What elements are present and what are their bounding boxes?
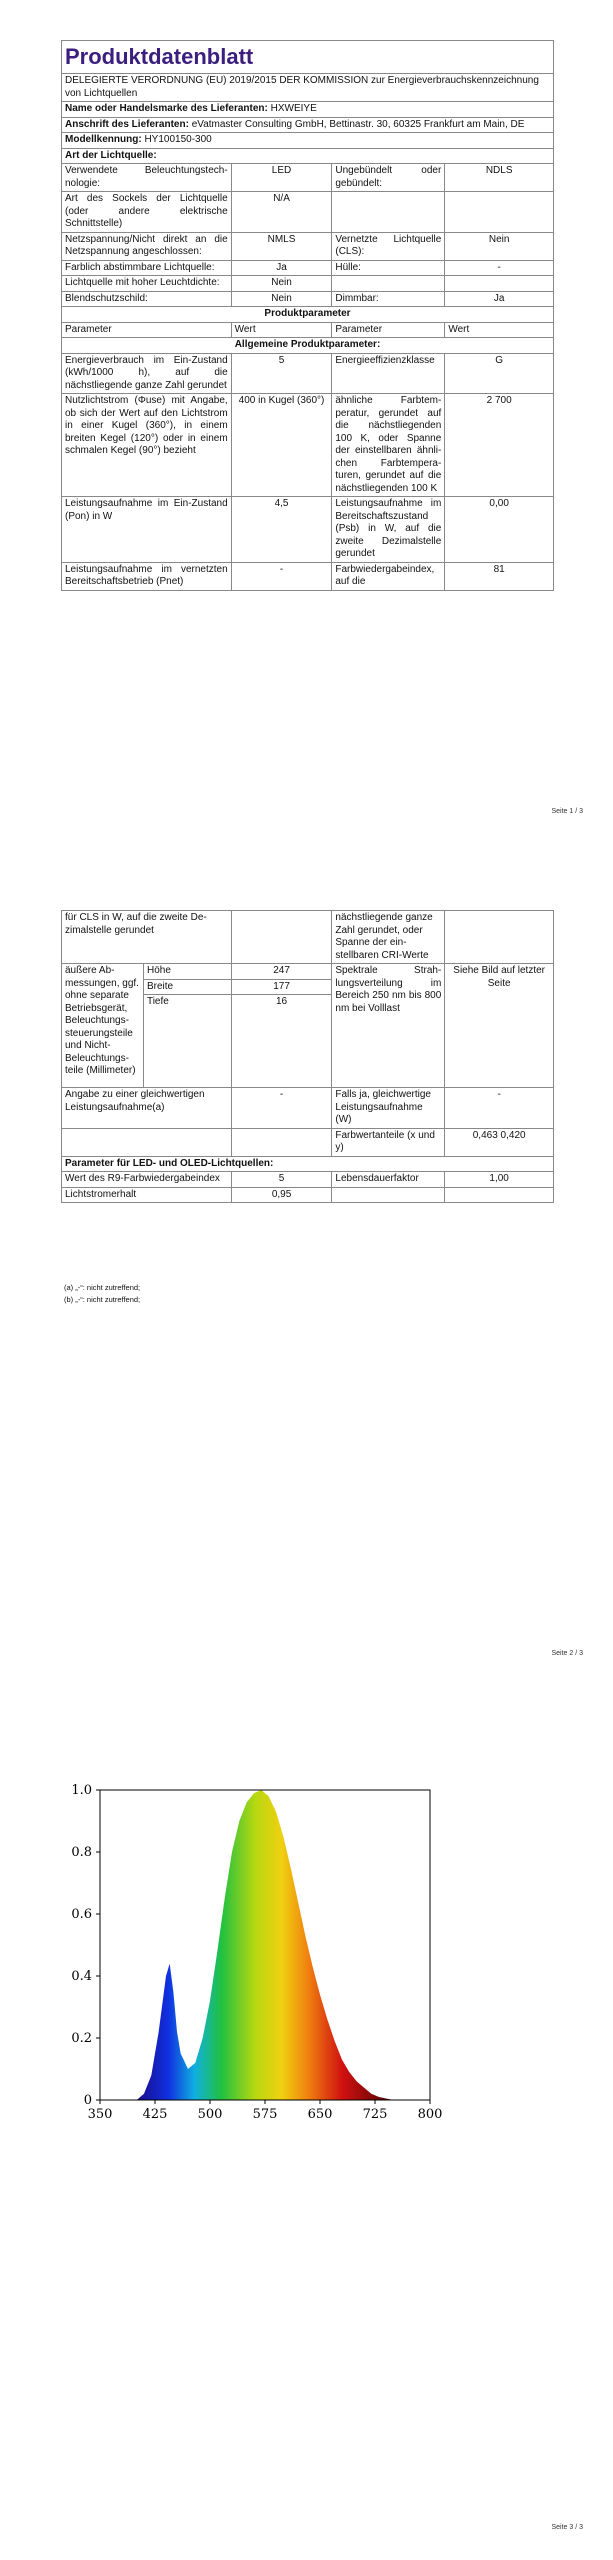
type-label: Vernetzte Lichtquelle (CLS): [332, 232, 445, 260]
type-row [62, 291, 554, 307]
equivalent-power-label: Angabe zu einer gleichwertigen Leistungsaufnahme(a) [62, 1088, 232, 1129]
type-value: - [445, 260, 554, 276]
type-value: NDLS [445, 164, 554, 192]
supplier-address: eVatmaster Consulting GmbH, Bettinastr. 30, 60325 Frankfurt am Main, DE [191, 118, 525, 130]
chromaticity-label: Farbwertanteile (x und y) [332, 1128, 445, 1156]
luminous-flux-value: 400 in Kugel (360°) [231, 394, 332, 497]
supplier-name-row [62, 102, 554, 118]
cri-value: 81 [445, 562, 554, 590]
param-row [62, 394, 554, 497]
width-value: 177 [231, 979, 332, 995]
power-network-label: Leistungsaufnahme im vernetzten Bereitschaftsbetrieb (Pnet) [62, 562, 232, 590]
type-label: Lichtquelle mit hoher Leuchtdichte: [62, 276, 232, 292]
height-value: 247 [231, 964, 332, 980]
power-network-label-cont: für CLS in W, auf die zweite Dezimalstelle gerundet [62, 911, 232, 964]
y-tick-label: 0.8 [71, 1845, 92, 1860]
type-label: Verwendete Beleuchtungstechnologie: [62, 164, 232, 192]
power-on-label: Leistungsaufnahme im Ein-Zustand (Pon) in W [62, 497, 232, 563]
supplier-name-label: Name oder Handelsmarke des Lieferanten: [65, 103, 268, 114]
model-id: HY100150-300 [144, 134, 212, 145]
power-standby-label: Leistungsaufnahme im Bereitschaftszustand (Psb) in W, auf die zweite Dezimalstelle gerundet [332, 497, 445, 563]
page-1 [0, 0, 613, 830]
equivalent-power-value: - [231, 1088, 332, 1129]
r9-value: 5 [231, 1172, 332, 1188]
type-row [62, 192, 554, 233]
y-tick-label: 1.0 [71, 1783, 92, 1798]
cct-value: 2 700 [445, 394, 554, 497]
param-row [62, 911, 554, 964]
spectral-chart [50, 1770, 450, 2130]
luminous-flux-label: Nutzlichtstrom (Φuse) mit Angabe, ob sich der Wert auf den Lichtstrom in einer Kugel (360°), in einem breiten Kegel (120°) oder in einem schmalen Kegel (90°) bezieht [62, 394, 232, 497]
y-tick-label: 0.4 [71, 1969, 92, 1984]
type-row [62, 260, 554, 276]
param-row [62, 1172, 554, 1188]
type-value: LED [231, 164, 332, 192]
general-params-heading: Allgemeine Produktparameter: [62, 338, 554, 354]
lifetime-factor-label: Lebensdauerfaktor [332, 1172, 445, 1188]
type-row [62, 164, 554, 192]
datasheet-table-page2 [61, 910, 554, 1203]
type-label: Hülle: [332, 260, 445, 276]
param-row [62, 1088, 554, 1129]
type-label: Ungebündelt oder gebündelt: [332, 164, 445, 192]
type-value [445, 276, 554, 292]
energy-class-value: G [445, 353, 554, 394]
energy-consumption-value: 5 [231, 353, 332, 394]
lumen-maintenance-label: Lichtstromerhalt [62, 1187, 232, 1203]
col-value-header: Wert [445, 322, 554, 338]
col-value-header: Wert [231, 322, 332, 338]
x-tick-label: 425 [142, 2107, 168, 2122]
y-tick-label: 0.2 [71, 2031, 92, 2046]
equivalent-power-w-label: Falls ja, gleichwertige Leistungsaufnahme (W) [332, 1088, 445, 1129]
y-tick-label: 0.6 [71, 1907, 92, 1922]
supplier-address-label: Anschrift des Lieferanten: [65, 118, 189, 130]
type-value: N/A [231, 192, 332, 233]
power-on-value: 4,5 [231, 497, 332, 563]
footnote: (b) „-“: nicht zutreffend; [64, 1295, 141, 1304]
chromaticity-value: 0,463 0,420 [445, 1128, 554, 1156]
x-tick-label: 800 [417, 2107, 443, 2122]
lifetime-factor-value: 1,00 [445, 1172, 554, 1188]
param-row [62, 1128, 554, 1156]
power-standby-value: 0,00 [445, 497, 554, 563]
col-param-header: Parameter [62, 322, 232, 338]
r9-label: Wert des R9-Farbwiedergabeindex [62, 1172, 232, 1188]
type-value [445, 192, 554, 233]
type-value: Ja [445, 291, 554, 307]
col-param-header: Parameter [332, 322, 445, 338]
type-value: Nein [445, 232, 554, 260]
lumen-maintenance-value: 0,95 [231, 1187, 332, 1203]
type-label [332, 276, 445, 292]
spectrum-area [137, 1790, 401, 2100]
model-row [62, 133, 554, 149]
type-value: Nein [231, 291, 332, 307]
type-label: Netzspannung/Nicht direkt an die Netzspannung angeschlossen: [62, 232, 232, 260]
type-label: Dimmbar: [332, 291, 445, 307]
spectral-distribution-label: Spektrale Strahlungsverteilung im Bereich 250 nm bis 800 nm bei Volllast [332, 964, 445, 1088]
plot-area [71, 1783, 442, 2122]
x-tick-label: 725 [362, 2107, 388, 2122]
type-value: Ja [231, 260, 332, 276]
energy-class-label: Energieeffizienzklasse [332, 353, 445, 394]
product-params-heading: Produktparameter [62, 307, 554, 323]
param-row [62, 562, 554, 590]
x-tick-label: 350 [87, 2107, 113, 2122]
x-tick-label: 500 [197, 2107, 223, 2122]
page-title: Produktdatenblatt [62, 41, 554, 74]
type-value: Nein [231, 276, 332, 292]
supplier-address-row [62, 117, 554, 133]
type-label: Farblich abstimmbare Lichtquelle: [62, 260, 232, 276]
cri-label-cont: nächstliegende ganze Zahl gerundet, oder Spanne der einstellbaren CRI-Werte [332, 911, 445, 964]
footnotes [64, 1282, 140, 1306]
page-footer: Seite 2 / 3 [551, 1650, 583, 1657]
page-3 [0, 1720, 613, 2560]
cri-label: Farbwiedergabeindex, auf die [332, 562, 445, 590]
type-row [62, 232, 554, 260]
type-label: Blendschutzschild: [62, 291, 232, 307]
footnote: (a) „-“: nicht zutreffend; [64, 1283, 141, 1292]
depth-label: Tiefe [143, 995, 231, 1088]
type-row [62, 276, 554, 292]
type-value: NMLS [231, 232, 332, 260]
equivalent-power-w-value: - [445, 1088, 554, 1129]
column-header-row [62, 322, 554, 338]
param-row [62, 1187, 554, 1203]
param-row [62, 497, 554, 563]
x-tick-label: 650 [307, 2107, 333, 2122]
width-label: Breite [143, 979, 231, 995]
page-2 [0, 880, 613, 1680]
param-row [62, 353, 554, 394]
type-heading: Art der Lichtquelle: [62, 148, 554, 164]
type-label: Art des Sockels der Lichtquelle (oder andere elektrische Schnittstelle) [62, 192, 232, 233]
datasheet-table-page1 [61, 40, 554, 591]
page-footer: Seite 3 / 3 [551, 2524, 583, 2531]
y-tick-label: 0 [83, 2093, 92, 2108]
supplier-name: HXWEIYE [270, 103, 317, 114]
led-params-heading: Parameter für LED- und OLED-Lichtquellen: [62, 1156, 554, 1172]
energy-consumption-label: Energieverbrauch im Ein-Zustand (kWh/1000 h), auf die nächstliegende ganze Zahl gerundet [62, 353, 232, 394]
height-label: Höhe [143, 964, 231, 980]
power-network-value: - [231, 562, 332, 590]
dimensions-label: äußere Abmessungen, ggf. ohne separate Betriebsgerät, Beleuchtungssteuerungsteile und Nicht-Beleuchtungsteile (Millimeter) [62, 964, 144, 1088]
param-row [62, 964, 554, 980]
x-tick-label: 575 [252, 2107, 278, 2122]
spectral-distribution-value: Siehe Bild auf letzter Seite [445, 964, 554, 1088]
regulation-text: DELEGIERTE VERORDNUNG (EU) 2019/2015 DER KOMMISSION zur Energieverbrauchskennzeichnung von Lichtquellen [62, 74, 554, 102]
type-label [332, 192, 445, 233]
page-footer: Seite 1 / 3 [551, 808, 583, 815]
depth-value: 16 [231, 995, 332, 1088]
model-label: Modellkennung: [65, 134, 142, 145]
cct-label: ähnliche Farbtemperatur, gerundet auf die nächstliegenden 100 K, oder Spanne der einstellbaren ähnlichen Farbtemperaturen, gerundet auf die nächstliegenden 100 K [332, 394, 445, 497]
